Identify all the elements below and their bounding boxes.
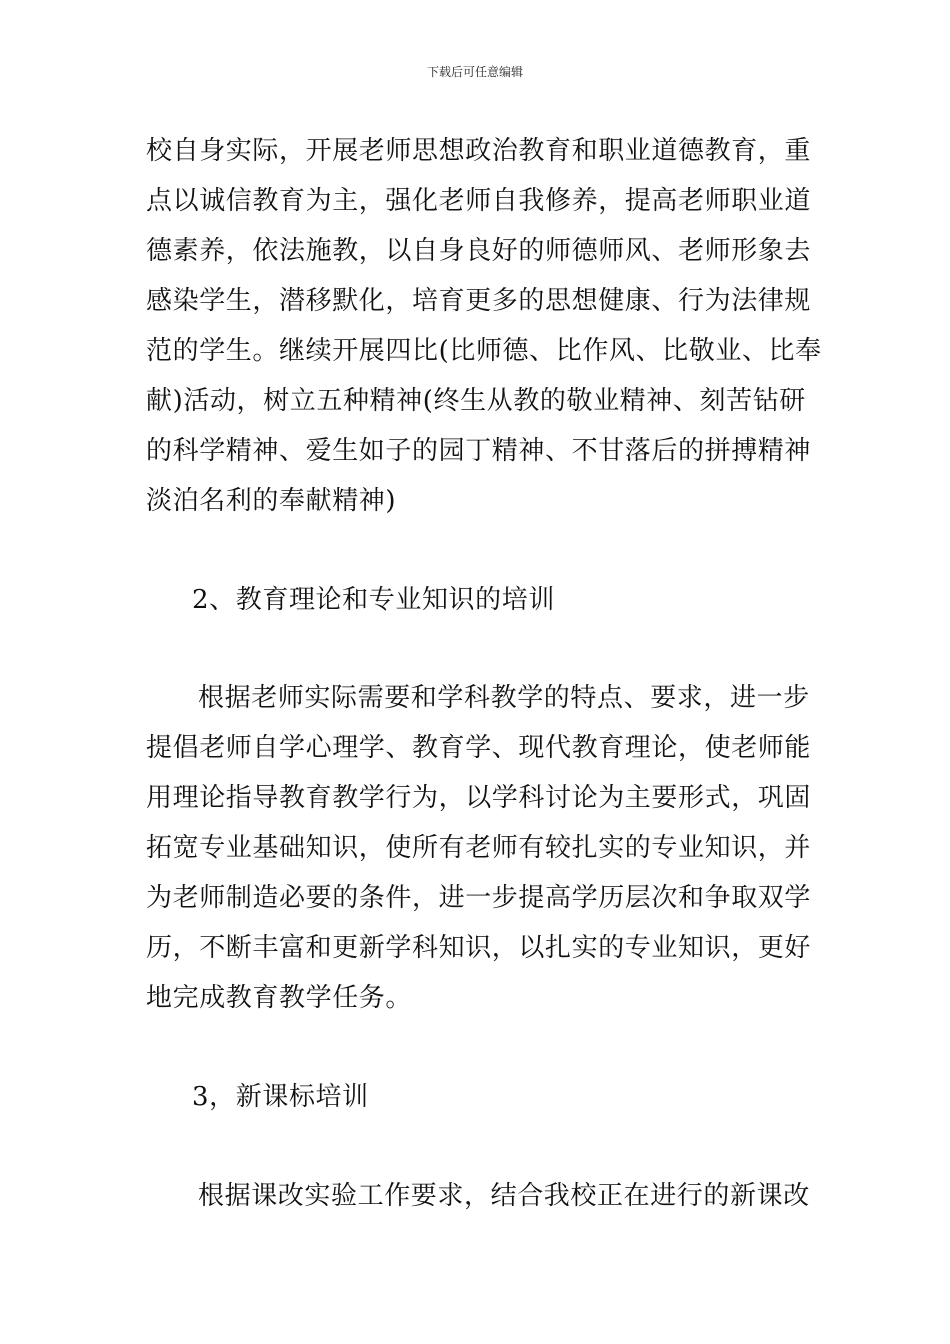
section-heading-2: 2、教育理论和专业知识的培训 bbox=[192, 585, 555, 615]
text-line: 提倡老师自学心理学、教育学、现代教育理论，使老师能 bbox=[146, 733, 812, 763]
page-header: 下载后可任意编辑 bbox=[426, 65, 523, 79]
text-line: 点以诚信教育为主，强化老师自我修养，提高老师职业道 bbox=[146, 186, 812, 216]
text-line: 用理论指导教育教学行为，以学科讨论为主要形式，巩固 bbox=[146, 783, 812, 813]
text-line: 历，不断丰富和更新学科知识，以扎实的专业知识，更好 bbox=[146, 933, 812, 963]
text-line: 为老师制造必要的条件，进一步提高学历层次和争取双学 bbox=[146, 883, 812, 913]
text-line: 根据课改实验工作要求，结合我校正在进行的新课改 bbox=[198, 1181, 810, 1211]
text-line: 根据老师实际需要和学科教学的特点、要求，进一步 bbox=[198, 683, 810, 713]
text-line: 淡泊名利的奉献精神) bbox=[146, 486, 397, 516]
text-line: 的科学精神、爱生如子的园丁精神、不甘落后的拼搏精神 bbox=[146, 436, 812, 466]
section-heading-3: 3，新课标培训 bbox=[192, 1082, 369, 1112]
text-line: 感染学生，潜移默化，培育更多的思想健康、行为法律规 bbox=[146, 286, 812, 316]
text-line: 拓宽专业基础知识，使所有老师有较扎实的专业知识，并 bbox=[146, 833, 812, 863]
text-line: 地完成教育教学任务。 bbox=[146, 983, 413, 1013]
text-line: 德素养，依法施教，以自身良好的师德师风、老师形象去 bbox=[146, 236, 812, 266]
text-line: 校自身实际，开展老师思想政治教育和职业道德教育，重 bbox=[146, 136, 812, 166]
text-line: 献)活动，树立五种精神(终生从教的敬业精神、刻苦钻研 bbox=[146, 386, 806, 416]
text-line: 范的学生。继续开展四比(比师德、比作风、比敬业、比奉 bbox=[146, 336, 822, 366]
